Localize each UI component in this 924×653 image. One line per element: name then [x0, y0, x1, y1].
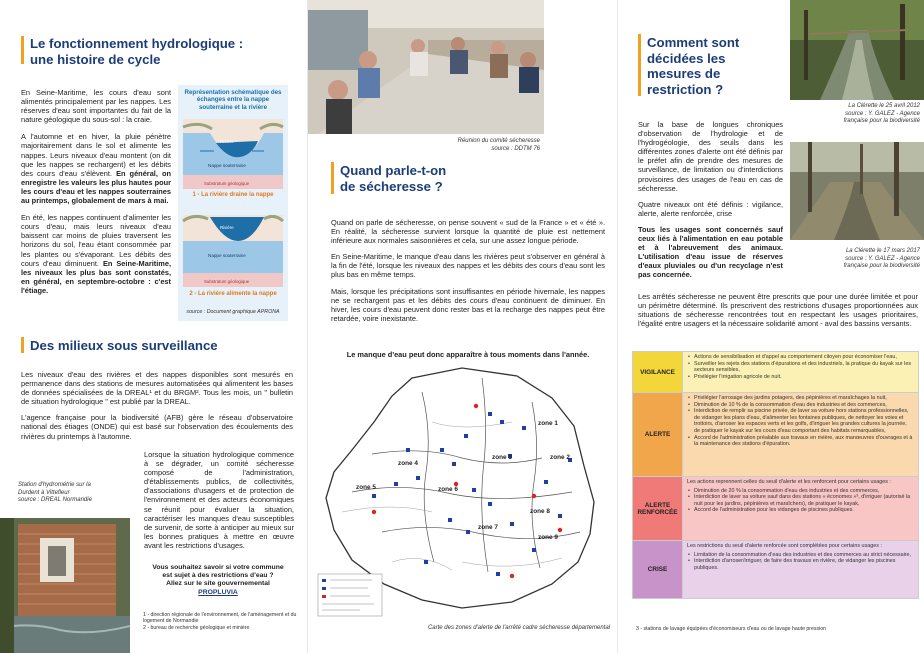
title-line: Le fonctionnement hydrologique : [30, 36, 244, 51]
measures-table [632, 351, 919, 599]
photo-clerette-2012 [790, 0, 924, 100]
caption-line: source : DREAL Normandie [18, 497, 92, 504]
title-line: décidées les [647, 50, 726, 66]
measure-item: • Limitation de la consommation d'eau des industries et des commerces au strict nécessaire, [687, 552, 914, 559]
measure-item: • Accord de l'administration pour les vidanges de piscines publiques. [687, 507, 914, 514]
paragraph-bold: Tous les usages sont concernés sauf ceux liés à l'alimentation en eau potable et à l'abreuvement des animaux. L'utilisation d'eau issue de réserves d'eaux pluviales ou d'un recyclage n'est pas concernée. [638, 224, 783, 280]
map-zone-label: zone 6 [438, 486, 458, 493]
caption-line: source : DDTM 76 [491, 145, 540, 152]
measures-table-wrap [632, 351, 919, 599]
table-row [633, 477, 919, 541]
caption-line: Réunion du comité sécheresse [457, 138, 540, 144]
measure-item: • Accord de l'administration préalable aux travaux en rivière, aux manœuvres d'ouvrages et à la maintenance des stations d'épuration. [687, 435, 914, 448]
paragraph: Quatre niveaux ont été définis : vigilance, alerte, alerte renforcée, crise [638, 199, 783, 218]
section-title-milieux: Des milieux sous surveillance [30, 338, 218, 353]
photo-caption-2012 [790, 103, 920, 126]
map-zone-label: zone 2 [550, 454, 570, 461]
paragraph: Mais, lorsque les précipitations sont insuffisantes en période hivernale, les nappes ne se rechargent pas et les débits des cours d'eau continuent de diminuer. En hiver, les cours d'eau peuvent donc rester bas et la recharge des nappes peut être retardée, voire inexistante. [331, 286, 605, 323]
schema-caption-1: 1 - La rivière draine la nappe [192, 192, 274, 198]
photo-hydrometry-station [0, 518, 130, 653]
schema-label-substratum: Substratum géologique [204, 279, 250, 284]
schema-label-riviere: Rivière [220, 225, 234, 230]
footnote: 1 - direction régionale de l'environnement, de l'aménagement et du logement de Normandie [143, 612, 297, 625]
measures-cell [683, 541, 919, 599]
table-row [633, 393, 919, 477]
text: A l'automne et en hiver, la pluie pénètre majoritairement dans le sol et alimente les nappes. Leurs niveaux d'eau montent (on dit que les nappes se rechargent) et les débits des cours d'eau s'élèvent. [21, 132, 171, 178]
measures-list [687, 552, 914, 572]
level-label: ALERTE RENFORCÉE [637, 501, 678, 516]
fold-line [617, 0, 618, 653]
footnotes-col1 [143, 612, 298, 631]
photo-caption-station [18, 482, 108, 505]
caption-line: française pour la biodiversité [843, 263, 920, 270]
level-alerte: ALERTE [633, 393, 683, 477]
measure-item: • Interdiction d'arroser/irriguer, de faire des travaux en rivière, de vidanger les piscines publiques. [687, 558, 914, 571]
restriction-text-2 [638, 292, 918, 328]
caption-line: Durdent à Vittefleur [18, 489, 70, 496]
table-row [633, 352, 919, 393]
paragraph: Lorsque la situation hydrologique commence à se dégrader, un comité sécheresse composé de l'administration, d'établissements publics, de collectivités, d'associations d'usagers et de protection de l'environnement et des acteurs économiques se réunit pour évaluer la situation, caractériser les manques d'eau susceptibles de survenir, de sorte à anticiper au mieux sur les bonnes pratiques à mettre en œuvre avant les restrictions d'usages. [144, 450, 294, 550]
text-bold: En général, on enregistre les valeurs les plus hautes pour les cours d'eau et les nappes souterraines au printemps, globalement de mars à mai. [21, 168, 171, 206]
section-title-cycle [30, 36, 300, 67]
measures-intro: Les restrictions du seuil d'alerte renforcée sont complétées pour certains usages : [687, 543, 882, 549]
schema-panel [178, 85, 288, 321]
caption-line: La Clérette le 25 avril 2012 [848, 103, 920, 109]
accent-bar [21, 337, 24, 353]
caption-line: source : Y. GALEZ - Agence [845, 110, 920, 117]
paragraph [21, 132, 171, 205]
measure-item: • Privilégier l'irrigation agricole de nuit. [687, 374, 914, 381]
section-title-secheresse [340, 163, 540, 194]
map-zone-label: zone 3 [492, 454, 512, 461]
schema-label-riviere: Rivière [220, 139, 234, 144]
measures-table-body [633, 352, 919, 599]
callout-line: est sujet à des restrictions d'eau ? [162, 572, 274, 580]
paragraph: En Seine-Maritime, les cours d'eau sont alimentés principalement par les nappes. Les réserves d'eau sont importantes du fait de la nature géologique du sous-sol : la craie. [21, 88, 171, 125]
caption-line: La Clérette le 17 mars 2017 [845, 248, 920, 254]
section-title-restriction [647, 35, 787, 97]
paragraph: Les arrêtés sécheresse ne peuvent être prescrits que pour une durée limitée et pour un périmètre déterminé. Ils prescrivent des restrictions d'usages proportionnées aux situations de sécheresse rencontrées tout en respectant les usages prioritaires, l'égalité entre usagers et la nécessaire solidarité amont - aval des bassins versants. [638, 292, 918, 329]
callout-line: Vous souhaitez savoir si votre commune [152, 564, 284, 571]
measure-item: • Interdiction de laver sa voiture sauf dans des stations « économes »³, d'irriguer (autorisé la nuit pour les jardins, pépinières et maraîchers), de pratiquer le kayak, [687, 494, 914, 507]
schema-source: source : Document graphique APRONA [186, 309, 280, 315]
map-zone-label: zone 4 [398, 460, 418, 467]
text: En été, les nappes continuent d'alimenter les cours d'eau, mais leurs niveaux d'eau baissent car moins de pluies traversent les horizons du sol, l'eau étant consommée par les plantes ou s'évaporant. Les débits des cours d'eau diminuent. [21, 213, 171, 268]
schema-title: Représentation schématique des échanges entre la nappe souterraine et la rivière [184, 89, 282, 111]
paragraph: Sur la base de longues chroniques d'observation de l'hydrologie et de l'hydrogéologie, des seuils dans les différentes zones d'alerte ont été définis par le préfet afin de prendre des mesures de surveillance, de limitation ou d'interdictions provisoires des usages de l'eau en cas de sécheresse. [638, 120, 783, 193]
cycle-text [21, 88, 171, 295]
map-zone-label: zone 8 [530, 508, 550, 515]
text-bold: En Seine-Maritime, les niveaux les plus bas sont constatés, en général, en septembre-octobre : c'est l'étiage. [21, 258, 171, 295]
secheresse-text [331, 218, 605, 323]
measure-item: • Privilégier l'arrosage des jardins potagers, des pépinières et maraîchages la nuit, [687, 395, 914, 402]
measures-cell [683, 477, 919, 541]
measure-item: • Interdiction de remplir sa piscine privée, de laver sa voiture hors stations professionnelles, de vidanger les plans d'eau, d'alimenter les fontaines publiques, de nettoyer les voies et trottoirs, d'arroser les espaces verts et les golfs, d'irriguer les grandes cultures la journée, de pratiquer le kayak sur les cours d'eau comportant des habitats remarquables, [687, 408, 914, 434]
measure-item: • Diminution de 10 % de la consommation d'eau des industries et des commerces, [687, 402, 914, 409]
measures-list [687, 488, 914, 514]
paragraph: L'agence française pour la biodiversité (AFB) gère le réseau d'observatoire national des étiages (ONDE) qui est basé sur l'observation des écoulements des rivières du printemps à l'automne. [21, 413, 293, 441]
alert-zones-map [312, 362, 610, 624]
accent-bar [331, 162, 334, 194]
schema-label-substratum: Substratum géologique [204, 181, 250, 186]
measure-item: • Actions de sensibilisation et d'appel au comportement citoyen pour économiser l'eau, [687, 354, 914, 361]
footnote: 3 - stations de lavage équipées d'économiseurs d'eau ou de lavage haute pression [636, 626, 827, 632]
accent-bar [21, 36, 24, 64]
map-title: Le manque d'eau peut donc apparaître à tous moments dans l'année. [346, 350, 590, 359]
caption-line: française pour la biodiversité [843, 118, 920, 125]
paragraph [21, 213, 171, 295]
measures-cell [683, 352, 919, 393]
propluvia-callout [140, 564, 296, 597]
measures-cell [683, 393, 919, 477]
measures-list [687, 395, 914, 448]
map-caption: Carte des zones d'alerte de l'arrêté cadre sécheresse départemental [427, 625, 610, 631]
paragraph: En Seine-Maritime, le manque d'eau dans les rivières peut s'observer en général à la fin de l'été, lorsque les niveaux des nappes et les débits des cours d'eau sont les plus bas en même temps. [331, 252, 605, 280]
measure-item: • Diminution de 20 % la consommation d'eau des industries et des commerces, [687, 488, 914, 495]
map-zone-label: zone 7 [478, 524, 498, 531]
measure-item: • Surveiller les rejets des stations d'épurations et des industriels, la pratique du kayak sur les secteurs sensibles, [687, 361, 914, 374]
level-vigilance: VIGILANCE [633, 352, 683, 393]
level-crise: CRISE [633, 541, 683, 599]
caption-line: Station d'hydrométrie sur la [18, 482, 91, 488]
table-row [633, 541, 919, 599]
paragraph: Les niveaux d'eau des rivières et des nappes disponibles sont mesurés en permanence dans des stations de mesures automatisées qui alimentent les bases de données spécialisées de la DREAL¹ et du BRGM². Tous les mois, un " bulletin de situation hydrologique " est publié par la DREAL. [21, 370, 293, 407]
propluvia-link[interactable]: PROPLUVIA [198, 588, 238, 596]
milieux-text [21, 370, 293, 441]
map-zone-label: zone 5 [356, 484, 376, 491]
measures-list [687, 354, 914, 380]
schema-label-nappe: Nappe souterraine [208, 253, 246, 258]
title-line: de sécheresse ? [340, 178, 443, 194]
photo-caption-comite [430, 138, 540, 153]
accent-bar [638, 34, 641, 96]
map-zone-label: zone 1 [538, 420, 558, 427]
title-line: restriction ? [647, 81, 724, 97]
callout-line: Allez sur le site gouvernemental [166, 580, 270, 588]
photo-comite-meeting [308, 0, 544, 134]
title-line: Quand parle-t-on [340, 163, 447, 178]
title-line: mesures de [647, 66, 721, 81]
schema-caption-2: 2 - La rivière alimente la nappe [189, 291, 277, 297]
level-alerte-renforcee [633, 477, 683, 541]
title-line: une histoire de cycle [30, 51, 161, 67]
measures-intro: Les actions reprennent celles du seuil d'alerte et les renforcent pour certains usages : [687, 479, 891, 485]
schema-label-nappe: Nappe souterraine [208, 163, 246, 168]
paragraph: Quand on parle de sécheresse, on pense souvent « sud de la France » et « été ». En réalité, la sécheresse survient lorsque la quantité de pluie est nettement inférieure aux normales saisonnières et cela, sur une assez longue période. [331, 218, 605, 246]
map-zone-label: zone 9 [538, 534, 558, 541]
comite-text [144, 450, 294, 550]
caption-line: source : Y. GALEZ - Agence [845, 255, 920, 262]
restriction-text [638, 120, 783, 280]
title-line: Comment sont [647, 35, 740, 50]
footnote: 2 - bureau de recherche géologique et minière [143, 624, 250, 631]
photo-clerette-2017 [790, 142, 924, 240]
photo-caption-2017 [790, 248, 920, 271]
